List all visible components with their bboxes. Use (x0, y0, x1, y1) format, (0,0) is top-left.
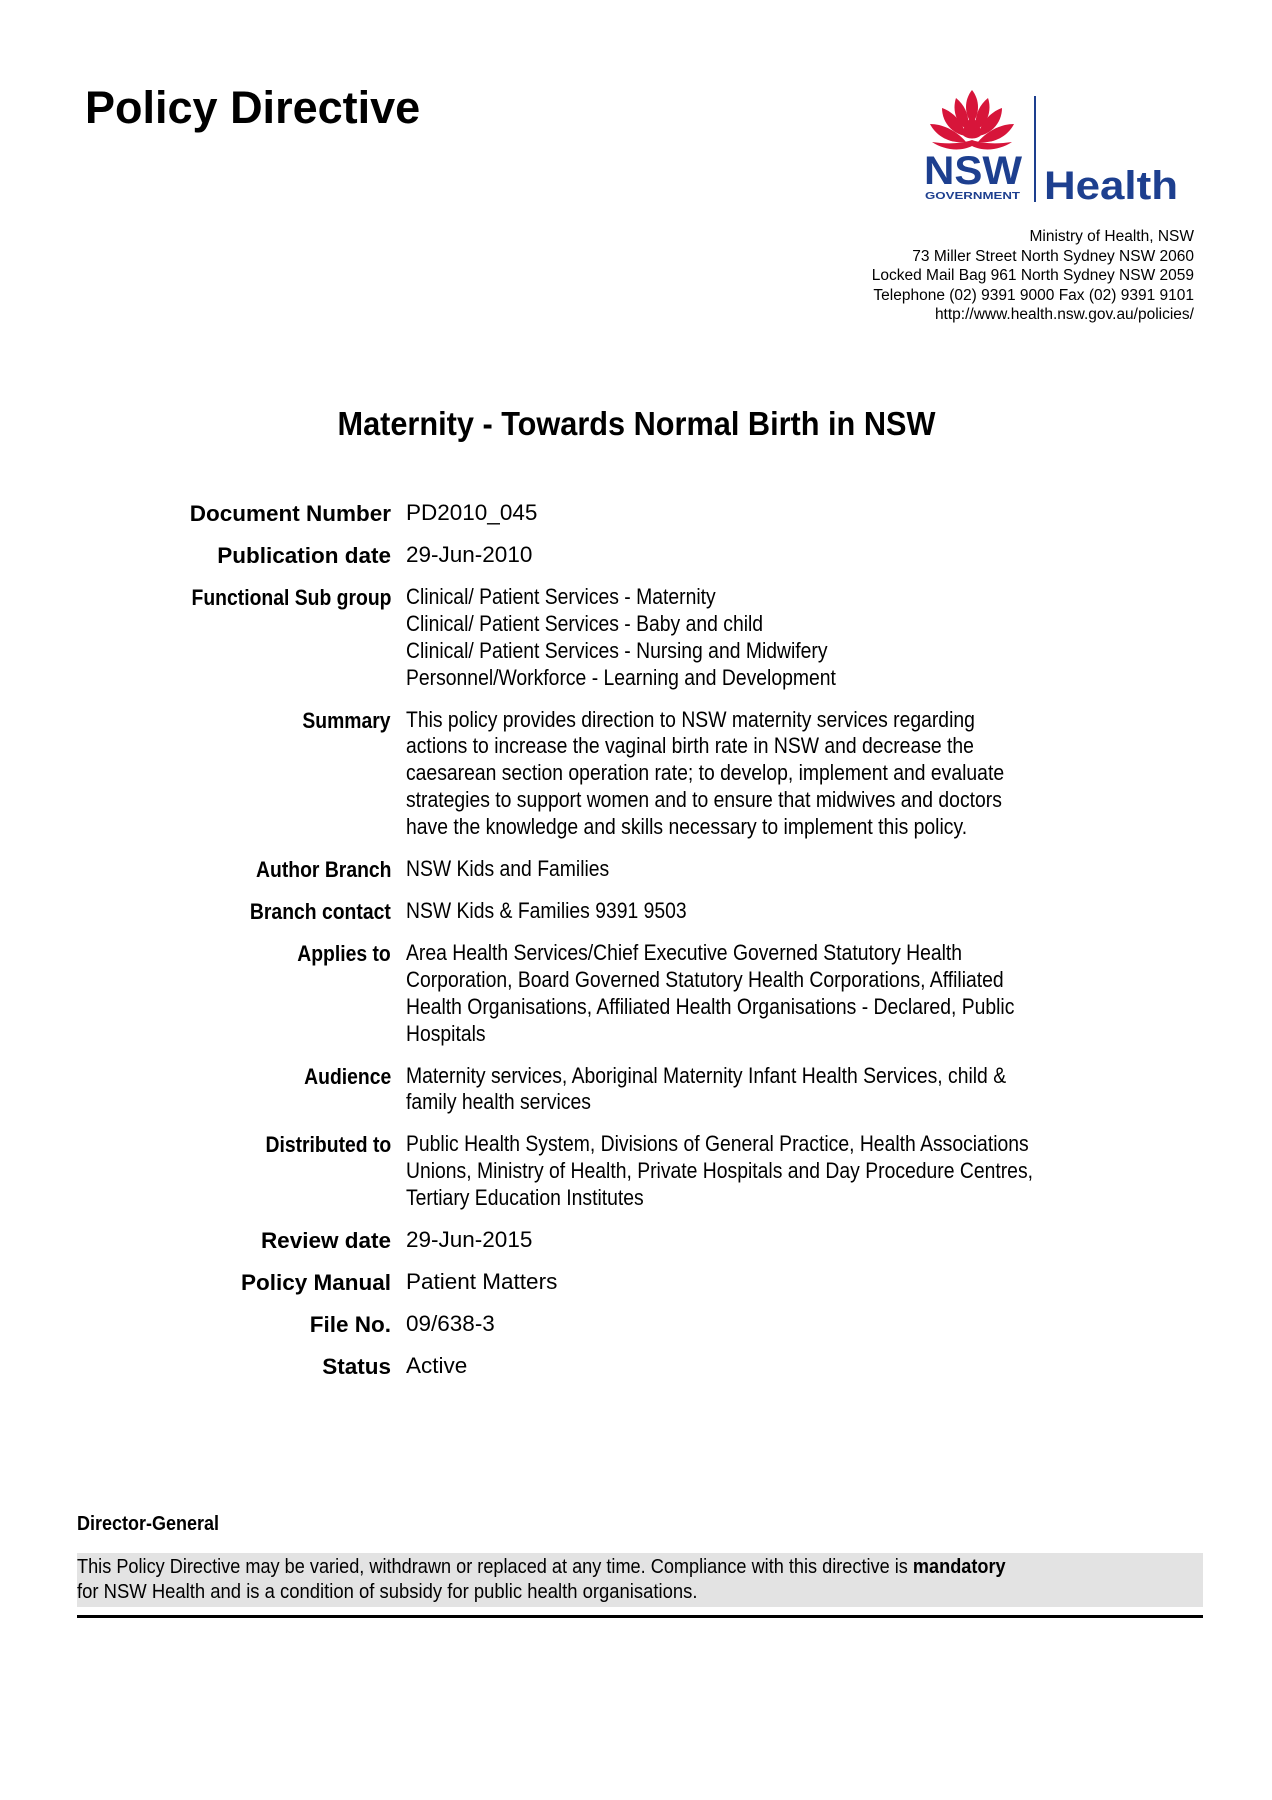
field-value: strategies to support women and to ensure that midwives and doctors (406, 787, 1002, 813)
signatory-title: Director-General (77, 1513, 220, 1535)
address-line: Ministry of Health, NSW (1029, 228, 1194, 245)
compliance-notice (77, 1553, 1203, 1607)
health-wordmark: Health (1044, 164, 1178, 208)
document-metadata (0, 500, 1272, 1380)
field-value: have the knowledge and skills necessary to implement this policy. (406, 814, 968, 840)
field-document-number (0, 500, 1272, 527)
field-value: Clinical/ Patient Services - Nursing and Midwifery (406, 637, 828, 663)
government-wordmark: GOVERNMENT (925, 191, 1020, 202)
field-value: 29-Jun-2010 (406, 542, 533, 567)
field-value: Unions, Ministry of Health, Private Hospitals and Day Procedure Centres, (406, 1158, 1034, 1184)
field-value: 09/638-3 (406, 1311, 495, 1337)
field-value: Hospitals (406, 1020, 486, 1046)
field-value: 29-Jun-2015 (406, 1227, 533, 1253)
field-value: Public Health System, Divisions of General Practice, Health Associations (406, 1131, 1029, 1157)
field-value: PD2010_045 (406, 500, 538, 525)
field-label: File No. (309, 1312, 391, 1338)
field-label: Publication date (217, 543, 391, 568)
field-label: Functional Sub group (191, 585, 391, 610)
waratah-flower-icon (930, 90, 1014, 149)
field-policy-manual (0, 1269, 1272, 1296)
field-label: Review date (260, 1228, 391, 1254)
field-value: Patient Matters (406, 1269, 558, 1295)
field-review-date (0, 1227, 1272, 1254)
field-label: Document Number (189, 501, 391, 526)
field-label: Branch contact (250, 899, 391, 925)
field-value: Clinical/ Patient Services - Maternity (406, 584, 716, 609)
document-title: Maternity - Towards Normal Birth in NSW (337, 405, 935, 442)
notice-line: for NSW Health and is a condition of subsidy for public health organisations. (77, 1579, 698, 1603)
logo-divider (1034, 96, 1036, 202)
field-value: actions to increase the vaginal birth rate in NSW and decrease the (406, 733, 974, 759)
field-label: Author Branch (255, 857, 391, 883)
field-value: NSW Kids & Families 9391 9503 (406, 898, 687, 924)
field-value: Area Health Services/Chief Executive Governed Statutory Health (406, 940, 963, 966)
field-label: Distributed to (265, 1132, 391, 1158)
field-functional-sub-group (0, 584, 1272, 692)
field-value: Health Organisations, Affiliated Health Organisations - Declared, Public (406, 993, 1015, 1019)
nsw-wordmark: NSW (924, 149, 1023, 193)
field-label: Audience (303, 1063, 391, 1089)
field-author-branch (0, 856, 1272, 883)
field-value: caesarean section operation rate; to develop, implement and evaluate (406, 760, 1005, 786)
field-value: Clinical/ Patient Services - Baby and child (406, 610, 764, 636)
field-value: Personnel/Workforce - Learning and Development (406, 664, 836, 690)
ministry-address (674, 227, 1194, 325)
field-label: Status (322, 1354, 391, 1380)
address-line: 73 Miller Street North Sydney NSW 2060 (912, 247, 1194, 265)
field-value: Corporation, Board Governed Statutory Health Corporations, Affiliated (406, 966, 1004, 992)
field-value: family health services (406, 1089, 591, 1115)
field-value: This policy provides direction to NSW maternity services regarding (406, 706, 975, 732)
footer-divider (77, 1615, 1203, 1618)
field-value: Tertiary Education Institutes (406, 1185, 644, 1211)
field-audience (0, 1063, 1272, 1117)
address-line: Locked Mail Bag 961 North Sydney NSW 2059 (871, 267, 1194, 285)
field-branch-contact (0, 898, 1272, 925)
page-title: Policy Directive (85, 82, 421, 133)
notice-line (77, 1555, 1074, 1580)
field-applies-to (0, 940, 1272, 1048)
field-summary (0, 707, 1272, 841)
field-label: Policy Manual (240, 1270, 391, 1296)
field-publication-date (0, 542, 1272, 569)
notice-text: This Policy Directive may be varied, withdrawn or replaced at any time. Compliance with this directive is (77, 1555, 913, 1578)
field-value: Maternity services, Aboriginal Maternity Infant Health Services, child & (406, 1062, 1007, 1088)
field-value: NSW Kids and Families (406, 856, 610, 882)
field-status (0, 1353, 1272, 1380)
status-value: Active (406, 1353, 468, 1379)
nsw-health-logo (922, 84, 1202, 210)
field-label: Summary (302, 707, 391, 733)
field-label: Applies to (297, 941, 391, 967)
address-line: Telephone (02) 9391 9000 Fax (02) 9391 9101 (873, 286, 1194, 304)
policies-url-link[interactable]: http://www.health.nsw.gov.au/policies/ (934, 306, 1194, 324)
field-file-no (0, 1311, 1272, 1338)
notice-emphasis: mandatory (912, 1555, 1006, 1578)
field-distributed-to (0, 1131, 1272, 1212)
